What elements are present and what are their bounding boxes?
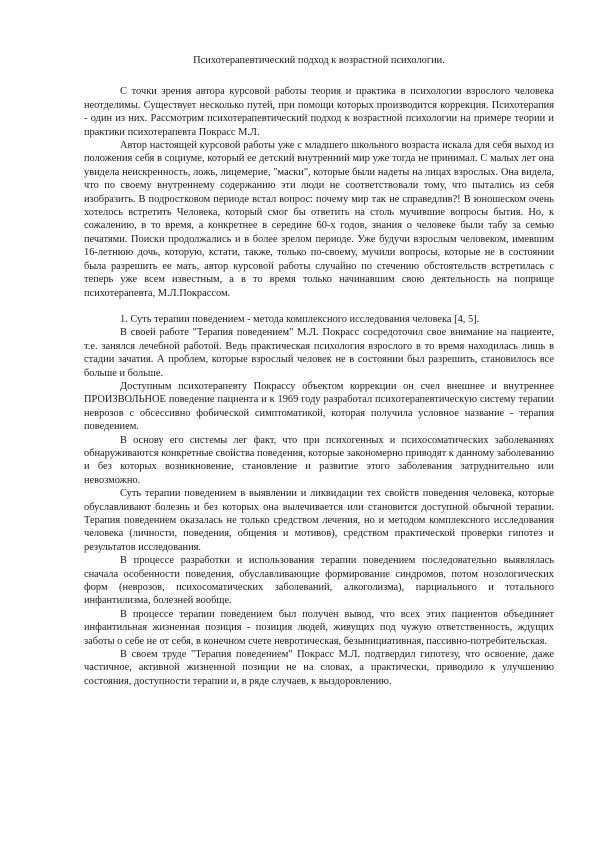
section-paragraph-4: Суть терапии поведением в выявлении и ликвидации тех свойств поведения человека, которые обуславливают болезнь и без которых она вылечивается или становится доступной обычной терапии. Терапия поведением оказалась не только средством лечения, но и методом комплексного исследования человека (личности, поведения, общения и мотивов), средством практической проверки гипотез и результатов исследования.: [84, 488, 554, 553]
section-heading: 1. Суть терапии поведением - метода комплексного исследования человека [4, 5].: [120, 313, 480, 325]
section-paragraph-6: В процессе терапии поведением был получен вывод, что всех этих пациентов объединяет инфантильная жизненная позиция - позиция людей, живущих под чужую ответственность, ждущих заботы о себе не от себя, в конечном счете невротическая, безынициативная, пассивно-потребительская.: [84, 608, 554, 647]
section-paragraph-3: В основу его системы лег факт, что при психогенных и психосоматических заболеваниях обнаруживаются конкретные свойства поведения, которые закономерно приводят к данному заболеванию и без которых возникновение, становление и развитие этого заболевания затруднительно или невозможно.: [84, 434, 554, 486]
section-paragraph-2: Доступным психотерапевту Покрассу объектом коррекции он счел внешнее и внутреннее ПРОИЗВОЛЬНОЕ поведение пациента и к 1969 году разработал психотерапевтическую систему терапии неврозов с обсессивно фобической симптоматикой, которая получила условное название - терапия поведением.: [84, 380, 554, 433]
document-title: Психотерапевтический подход к возрастной психологии.: [193, 55, 445, 66]
section-paragraph-5: В процессе разработки и использования терапии поведением последовательно выявлялась сначала особенности поведения, обуславливающие формирование синдромов, потом нозологических форм (неврозов, психосоматических заболеваний, алкоголизма), парциального и тотального инфантилизма, болезней вообще.: [84, 555, 554, 607]
document-body: [84, 54, 554, 688]
intro-paragraph-1: С точки зрения автора курсовой работы теория и практика в психологии взрослого человека неотделимы. Существует несколько путей, при помощи которых производится коррекция. Психотерапия - один из них. Рассмотрим психотерапевтический подход к возрастной психологии на примере теории и практики психотерапевта Покрасс М.Л.: [84, 86, 554, 138]
intro-paragraph-2: Автор настоящей курсовой работы уже с младшего школьного возраста искала для себя выход из положения себя в социуме, который ее детский внутренний мир уже тогда не принимал. С малых лет она увидела неискренность, ложь, лицемерие, "маски", которые были надеты на лицах взрослых. Она видела, что по своему внутреннему содержанию эти люди не соответствовали тому, что пытались из себя изобразить. В подростковом периоде встал вопрос: почему мир так не справедлив?! В юношеском очень хотелось встретить Человека, который смог бы ответить на столь мучившие вопросы бытия. Но, к сожалению, в то время, а конкретнее в середине 60-х годов, знания о человеке были табу за семью печатями. Поиски продолжались и в более зрелом периоде. Уже будучи взрослым человеком, имевшим 16-летнюю дочь, которую, кстати, также, только по-своему, мучили вопросы, которые не в состоянии была разрешить ее мать, автор курсовой работы случайно по стечению обстоятельств встретилась с теперь уже всем известным, а в то время только начинавшим свою деятельность на поприще психотерапевта, М.Л.Покрассом.: [84, 140, 554, 299]
section-paragraph-1: В своей работе "Терапия поведением" М.Л. Покрасс сосредоточил свое внимание на пациенте, т.е. занялся лечебной работой. Ведь практическая психология взрослого в то время находилась лишь в стадии зачатия. А проблем, которые взрослый человек не в состоянии был разрешить, становилось все больше и больше.: [84, 327, 554, 379]
section-paragraph-7: В своем труде "Терапия поведением" Покрасс М.Л. подтвердил гипотезу, что освоение, даже частичное, активной жизненной позиции не на словах, а практически, приводило к улучшению состояния, доступности терапии и, в ряде случаев, к выздоровлению.: [84, 649, 554, 687]
